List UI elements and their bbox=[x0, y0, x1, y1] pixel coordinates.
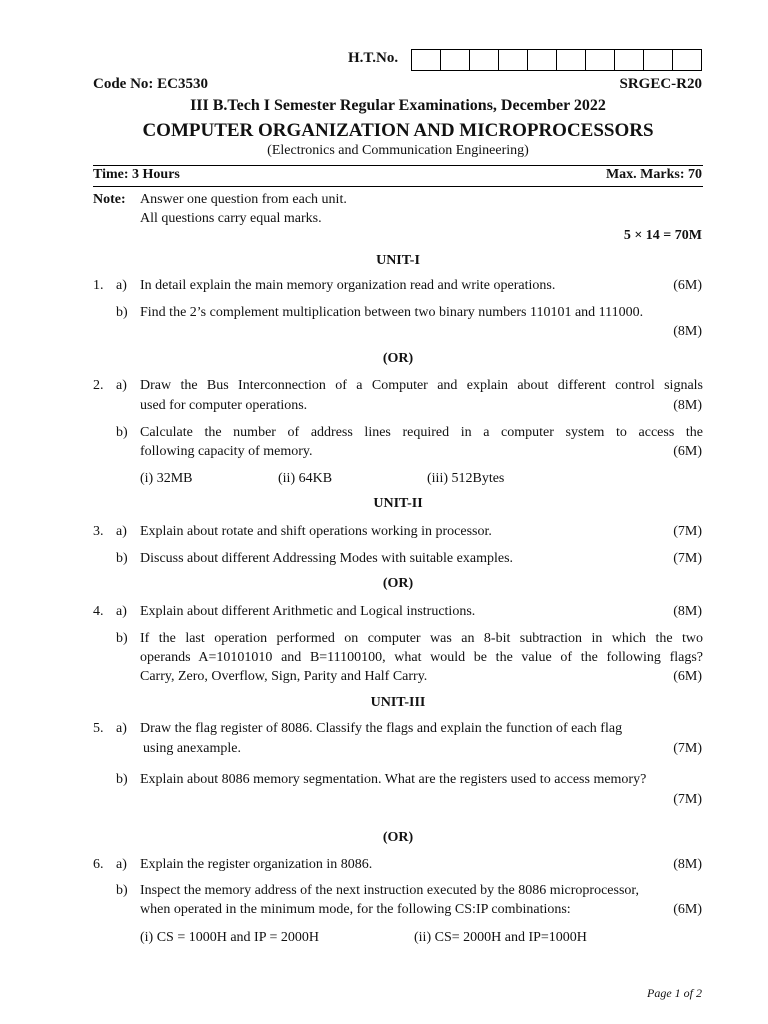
q6b-label: b) bbox=[116, 883, 128, 898]
q1b-marks: (8M) bbox=[673, 324, 702, 339]
unit-3-heading: UNIT-III bbox=[370, 695, 426, 710]
or-separator-1: (OR) bbox=[382, 351, 414, 366]
q3b-marks: (7M) bbox=[673, 551, 702, 566]
q4b-marks: (6M) bbox=[673, 669, 702, 684]
q5b-label: b) bbox=[116, 772, 128, 787]
q4a-text: Explain about different Arithmetic and Logical instructions. bbox=[140, 604, 476, 619]
q5a-label: a) bbox=[116, 721, 127, 736]
q2-number: 2. bbox=[93, 378, 104, 393]
q3b-label: b) bbox=[116, 551, 128, 566]
branch-name: (Electronics and Communication Engineering) bbox=[267, 143, 529, 158]
note-line-2: All questions carry equal marks. bbox=[140, 211, 322, 226]
q4b-text-continued: operands A=10101010 and B=11100100, what would be the value of the following flags? bbox=[140, 650, 703, 665]
q4b-text: If the last operation performed on computer was an 8-bit subtraction in which the two bbox=[140, 631, 703, 646]
q2a-label: a) bbox=[116, 378, 127, 393]
q6b-option-2: (ii) CS= 2000H and IP=1000H bbox=[414, 930, 587, 945]
q2b-text: Calculate the number of address lines required in a computer system to access the bbox=[140, 425, 703, 440]
exam-title: III B.Tech I Semester Regular Examinations, December 2022 bbox=[190, 97, 606, 114]
or-separator-2: (OR) bbox=[382, 576, 414, 591]
q5b-text: Explain about 8086 memory segmentation. What are the registers used to access memory? bbox=[140, 772, 647, 787]
q6-number: 6. bbox=[93, 857, 104, 872]
q3b-text: Discuss about different Addressing Modes with suitable examples. bbox=[140, 551, 514, 566]
page-number: Page 1 of 2 bbox=[647, 986, 702, 1000]
unit-2-heading: UNIT-II bbox=[373, 496, 423, 511]
q6a-marks: (8M) bbox=[673, 857, 702, 872]
q4b-label: b) bbox=[116, 631, 128, 646]
marks-scheme: 5 × 14 = 70M bbox=[623, 228, 702, 243]
q5a-marks: (7M) bbox=[673, 741, 702, 756]
q2b-label: b) bbox=[116, 425, 128, 440]
q5a-text: Draw the flag register of 8086. Classify the flags and explain the function of each flag bbox=[140, 721, 623, 736]
q6a-label: a) bbox=[116, 857, 127, 872]
q3a-label: a) bbox=[116, 524, 127, 539]
htno-boxes bbox=[411, 49, 702, 71]
note-label: Note: bbox=[93, 192, 126, 207]
q4a-label: a) bbox=[116, 604, 127, 619]
q6b-option-1: (i) CS = 1000H and IP = 2000H bbox=[140, 930, 319, 945]
q1a-label: a) bbox=[116, 278, 127, 293]
q4b-text-line-3: Carry, Zero, Overflow, Sign, Parity and Half Carry. bbox=[140, 669, 428, 684]
q2b-option-1: (i) 32MB bbox=[140, 471, 193, 486]
q6b-marks: (6M) bbox=[673, 902, 702, 917]
q6b-text: Inspect the memory address of the next instruction executed by the 8086 microprocessor, bbox=[140, 883, 640, 898]
q4-number: 4. bbox=[93, 604, 104, 619]
header-rule-top bbox=[93, 165, 703, 166]
regulation-code: SRGEC-R20 bbox=[619, 76, 702, 92]
q3-number: 3. bbox=[93, 524, 104, 539]
q1-number: 1. bbox=[93, 278, 104, 293]
q2b-option-2: (ii) 64KB bbox=[278, 471, 333, 486]
q3a-marks: (7M) bbox=[673, 524, 702, 539]
note-line-1: Answer one question from each unit. bbox=[140, 192, 347, 207]
htno-label: H.T.No. bbox=[348, 50, 399, 66]
q5b-marks: (7M) bbox=[673, 792, 702, 807]
max-marks: Max. Marks: 70 bbox=[605, 167, 702, 182]
q6a-text: Explain the register organization in 8086. bbox=[140, 857, 373, 872]
q1a-text: In detail explain the main memory organization read and write operations. bbox=[140, 278, 556, 293]
header-rule-bottom bbox=[93, 186, 703, 187]
q2a-text: Draw the Bus Interconnection of a Computer and explain about different control signals bbox=[140, 378, 703, 393]
q1b-label: b) bbox=[116, 305, 128, 320]
unit-1-heading: UNIT-I bbox=[376, 253, 420, 268]
q2a-marks: (8M) bbox=[673, 398, 702, 413]
q2b-text-continued: following capacity of memory. bbox=[140, 444, 313, 459]
code-number: Code No: EC3530 bbox=[93, 76, 208, 92]
q1b-text: Find the 2’s complement multiplication between two binary numbers 110101 and 111000. bbox=[140, 305, 644, 320]
exam-duration: Time: 3 Hours bbox=[93, 167, 180, 182]
q1a-marks: (6M) bbox=[673, 278, 702, 293]
q2b-option-3: (iii) 512Bytes bbox=[427, 471, 505, 486]
q2b-marks: (6M) bbox=[673, 444, 702, 459]
q4a-marks: (8M) bbox=[673, 604, 702, 619]
q5-number: 5. bbox=[93, 721, 104, 736]
q3a-text: Explain about rotate and shift operations working in processor. bbox=[140, 524, 492, 539]
or-separator-3: (OR) bbox=[382, 830, 414, 845]
q5a-text-continued: using anexample. bbox=[143, 741, 241, 756]
q2a-text-continued: used for computer operations. bbox=[140, 398, 308, 413]
q6b-text-continued: when operated in the minimum mode, for the following CS:IP combinations: bbox=[140, 902, 571, 917]
subject-title: COMPUTER ORGANIZATION AND MICROPROCESSORS bbox=[142, 120, 654, 141]
